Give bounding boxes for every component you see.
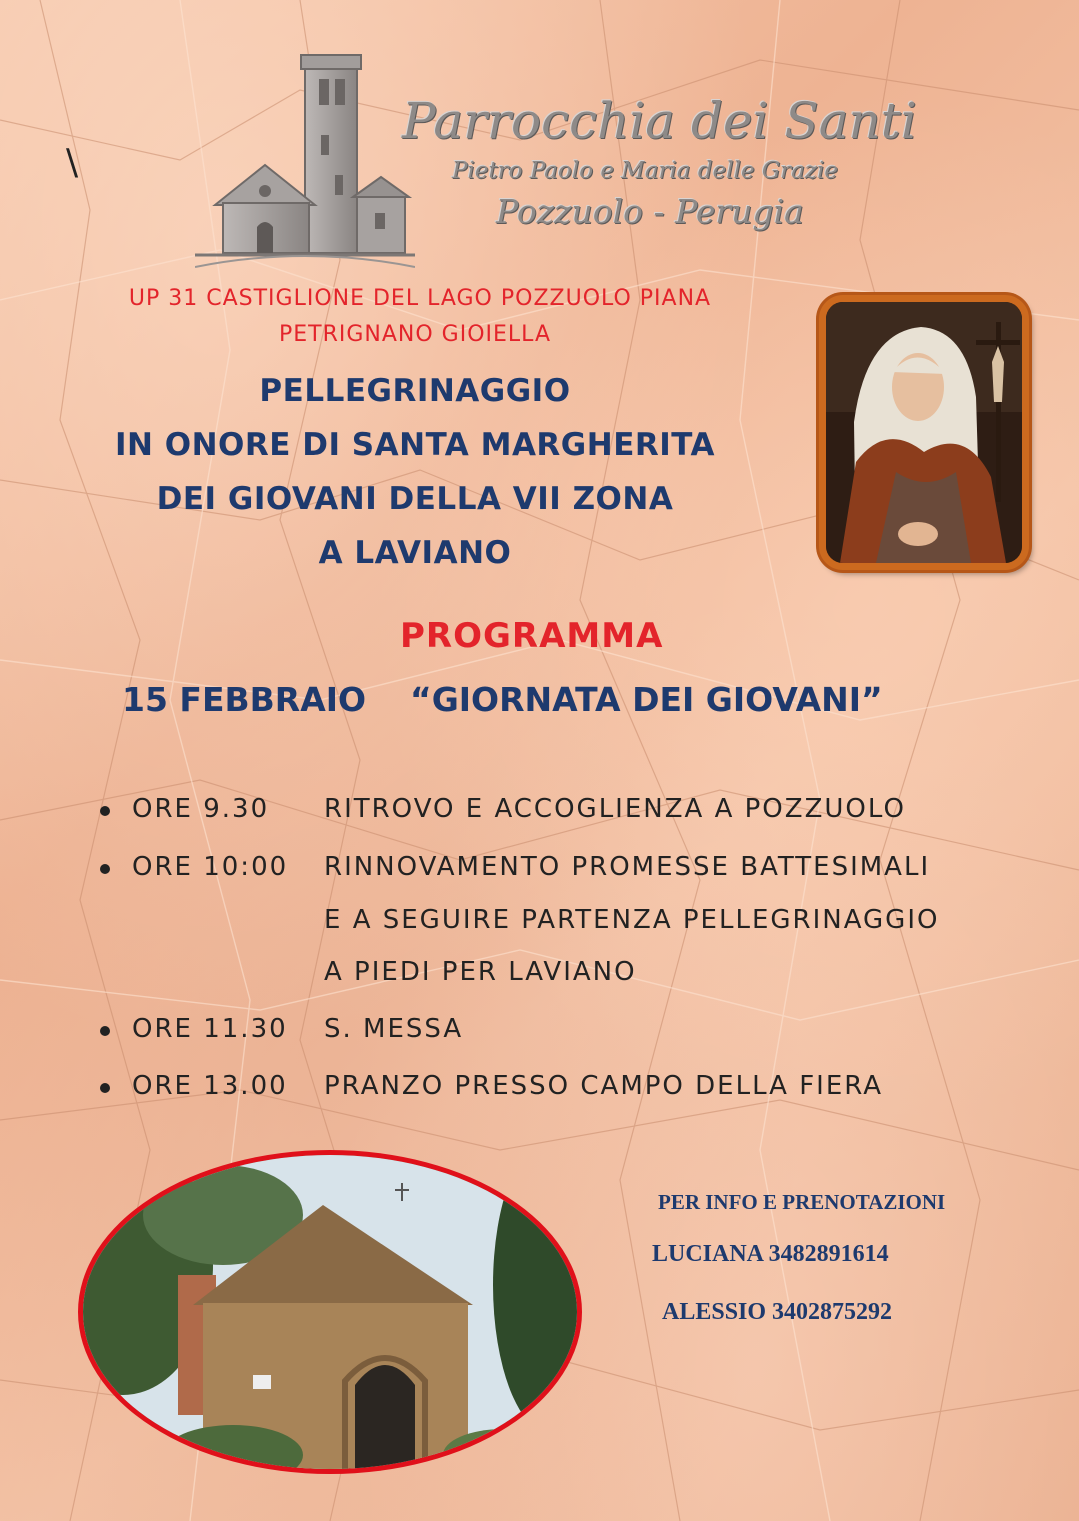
contact-alessio: ALESSIO 3402875292 [662,1299,893,1325]
pastoral-unit-line-2: PETRIGNANO GIOIELLA [278,322,551,347]
schedule-time: ORE 10:00 [132,852,289,882]
schedule-description: S. MESSA [324,1014,464,1044]
schedule-description: A PIEDI PER LAVIANO [324,957,637,987]
bullet-icon [100,864,110,874]
event-title [60,364,770,580]
event-title-line: A LAVIANO [318,535,512,571]
schedule-description: RITROVO E ACCOGLIENZA A POZZUOLO [324,794,906,824]
schedule-time: ORE 9.30 [132,794,270,824]
saint-portrait-image [826,302,1022,563]
schedule-time: ORE 13.00 [132,1071,288,1101]
programma-heading: PROGRAMMA [400,616,664,656]
bullet-icon [100,1026,110,1036]
saint-margherita-portrait [819,295,1029,570]
bullet-icon [100,806,110,816]
church-logo-illustration [195,45,415,270]
contact-luciana: LUCIANA 3482891614 [652,1241,889,1267]
contacts-heading: PER INFO E PRENOTAZIONI [658,1190,946,1214]
church-photo [78,1150,582,1474]
schedule-description: E A SEGUIRE PARTENZA PELLEGRINAGGIO [324,905,940,935]
programma-day-title: “GIORNATA DEI GIOVANI” [410,680,883,719]
parish-subtitle: Pietro Paolo e Maria delle Grazie [452,158,839,184]
bullet-icon [100,1083,110,1093]
church-photo-image [83,1155,577,1469]
parish-name: Parrocchia dei Santi [402,92,917,150]
event-title-line: IN ONORE DI SANTA MARGHERITA [114,427,716,463]
event-title-line: DEI GIOVANI DELLA VII ZONA [156,481,674,517]
parish-location: Pozzuolo - Perugia [496,192,804,231]
programma-date: 15 FEBBRAIO [122,680,367,719]
schedule-description: PRANZO PRESSO CAMPO DELLA FIERA [324,1071,884,1101]
schedule-description: RINNOVAMENTO PROMESSE BATTESIMALI [324,852,931,882]
schedule-time: ORE 11.30 [132,1014,288,1044]
event-title-line: PELLEGRINAGGIO [259,373,571,409]
pastoral-unit-line-1: UP 31 CASTIGLIONE DEL LAGO POZZUOLO PIANA [128,286,712,311]
stray-mark: \ [66,142,79,183]
